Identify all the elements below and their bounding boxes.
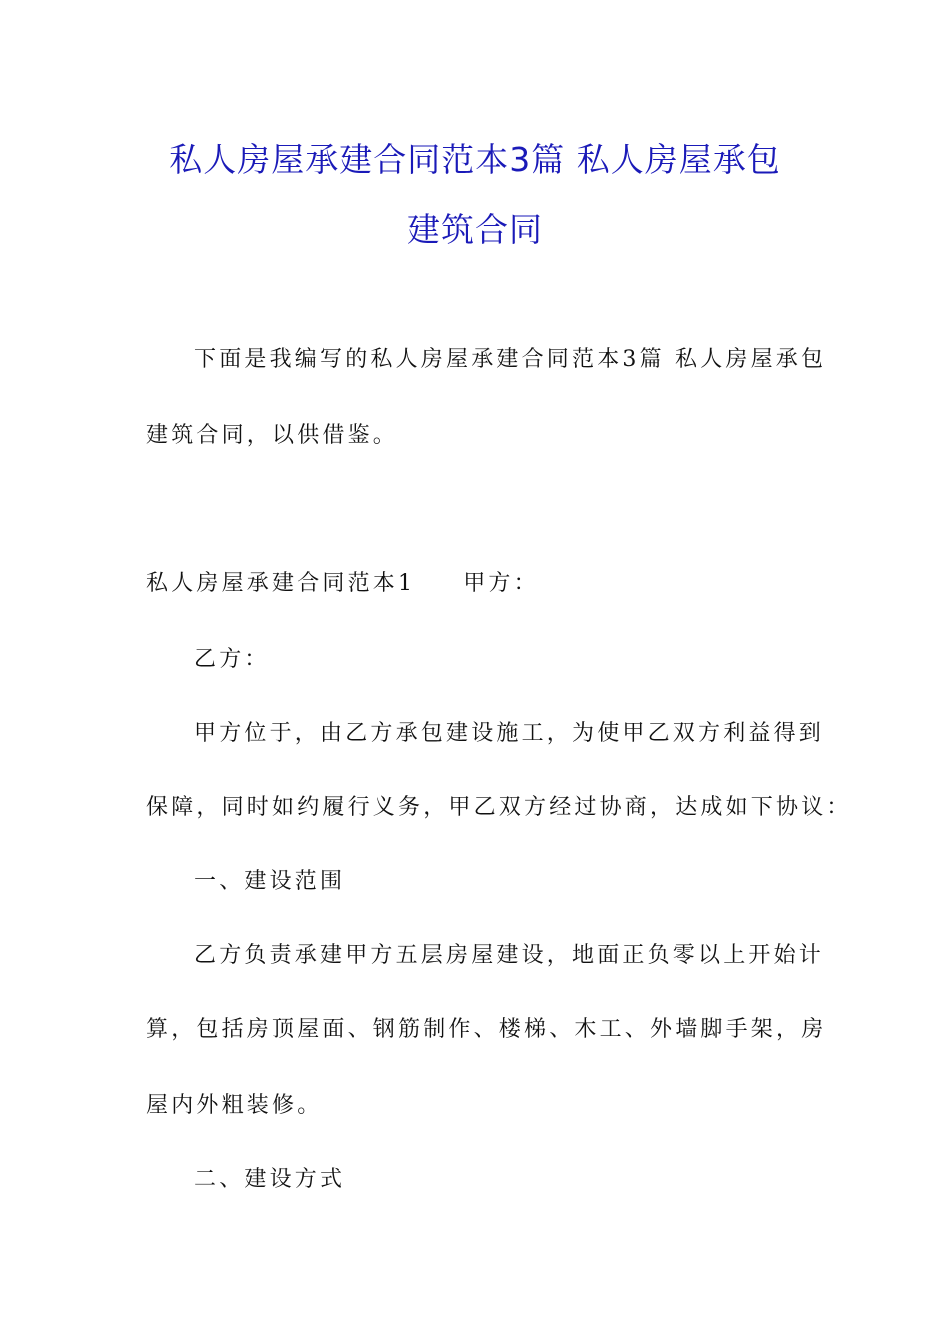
clause1-line-1: 乙方负责承建甲方五层房屋建设，地面正负零以上开始计 [194,943,825,968]
clause1-line-2: 算，包括房顶屋面、钢筋制作、楼梯、木工、外墙脚手架，房 [146,1017,827,1042]
party-b-label: 乙方： [194,647,270,672]
clause1-line-3: 屋内外粗装修。 [146,1093,323,1118]
party-a-label: 甲方： [463,571,539,596]
para1-line-2: 保障，同时如约履行义务，甲乙双方经过协商，达成如下协议： [146,795,852,820]
para1-line-1: 甲方位于，由乙方承包建设施工，为使甲乙双方利益得到 [194,721,825,746]
intro-line-2: 建筑合同，以供借鉴。 [146,423,399,448]
clause1-heading: 一、建设范围 [194,869,346,894]
document-title-line-1: 私人房屋承建合同范本3篇 私人房屋承包 [169,140,781,179]
document-title-line-2: 建筑合同 [407,210,543,249]
intro-line-1: 下面是我编写的私人房屋承建合同范本3篇 私人房屋承包 [194,347,827,372]
clause2-heading: 二、建设方式 [194,1167,346,1192]
section-name: 私人房屋承建合同范本1 [146,571,416,596]
section-heading [146,569,539,599]
